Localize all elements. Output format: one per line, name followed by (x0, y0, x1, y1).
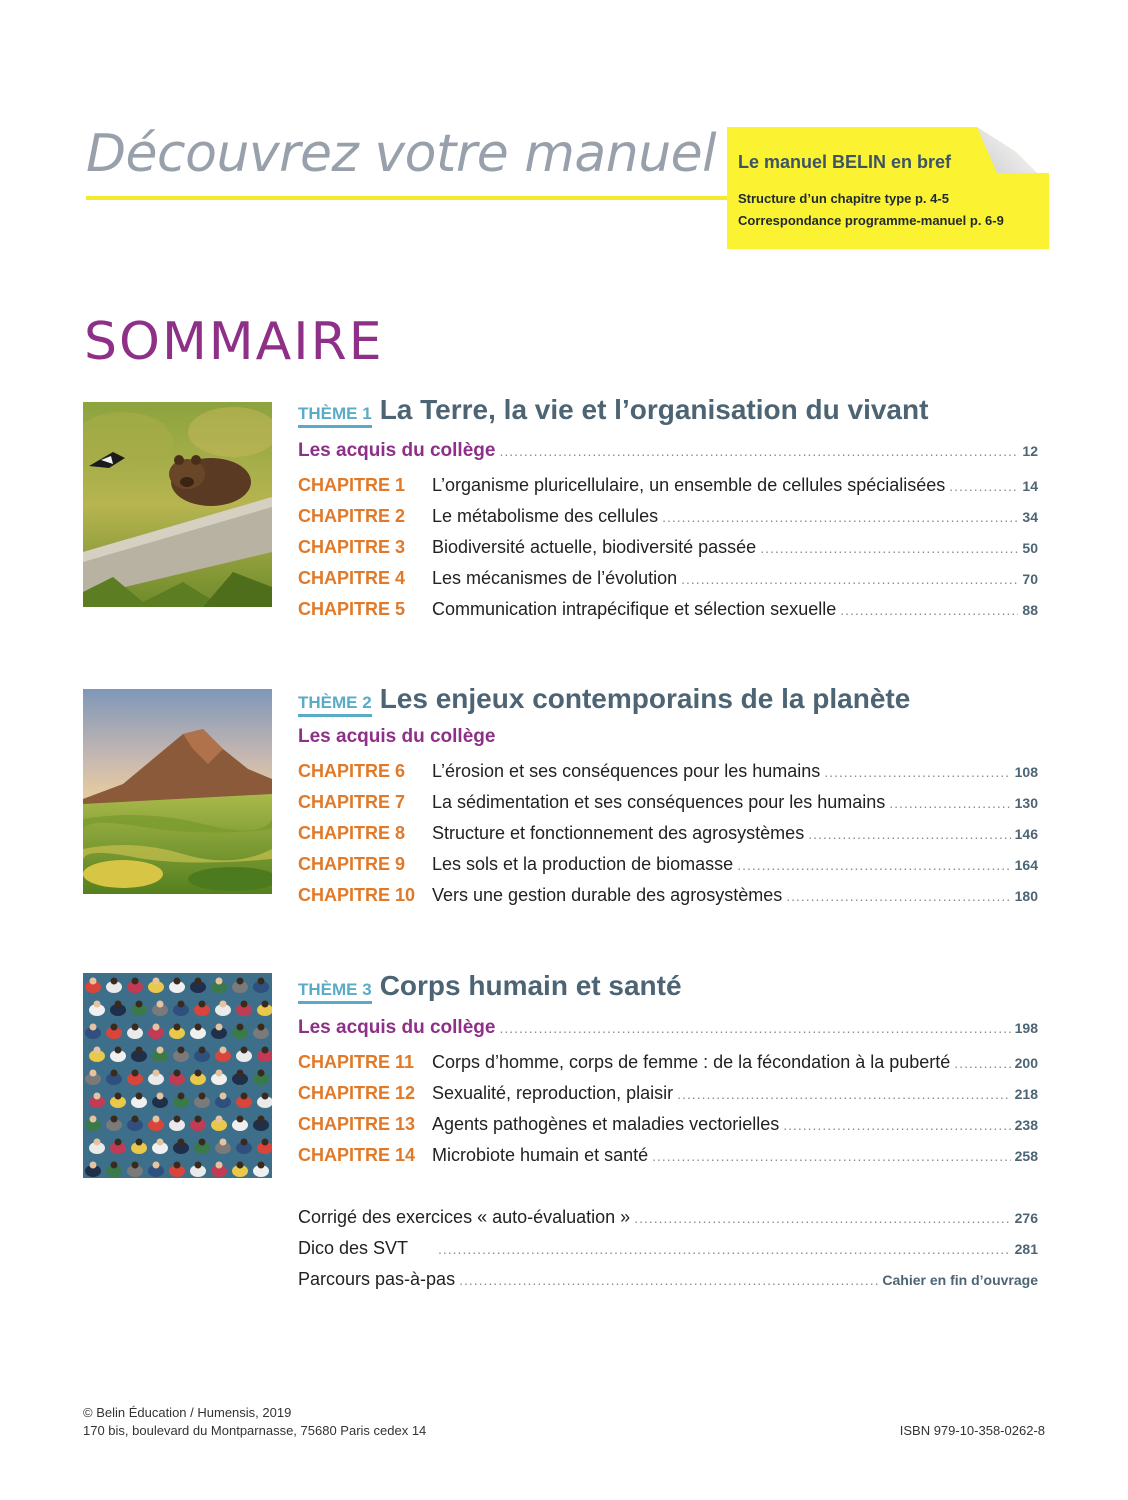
header-rule (86, 196, 746, 200)
theme-2-tag: THÈME 2 (298, 693, 372, 717)
chapter-7-row[interactable] (298, 792, 1038, 820)
theme-2-photo (83, 689, 272, 894)
acquis-label: Les acquis du collège (298, 726, 496, 747)
chapter-title: Biodiversité actuelle, biodiversité passée (432, 537, 757, 557)
chapter-title: Vers une gestion durable des agrosystèmes (432, 885, 783, 905)
page-number: 258 (1014, 1148, 1038, 1164)
leader-dots (681, 571, 1018, 587)
extra-title: Parcours pas-à-pas (298, 1269, 456, 1289)
extra-parcours-row[interactable] (298, 1269, 1038, 1297)
page-number: 88 (1022, 602, 1038, 618)
theme-1-photo (83, 402, 272, 607)
chapter-label: CHAPITRE 1 (298, 475, 406, 495)
leader-dots (949, 478, 1018, 494)
page-number: 70 (1022, 571, 1038, 587)
chapter-title: L’organisme pluricellulaire, un ensemble de cellules spécialisées (432, 475, 946, 495)
chapter-title: Microbiote humain et santé (432, 1145, 649, 1165)
chapter-13-row[interactable] (298, 1114, 1038, 1142)
chapter-label: CHAPITRE 5 (298, 599, 406, 619)
acquis-label: Les acquis du collège (298, 440, 496, 461)
leader-dots (840, 602, 1018, 618)
extra-dico-row[interactable] (298, 1238, 1038, 1266)
page-number: 276 (1014, 1210, 1038, 1226)
page-number: Cahier en fin d’ouvrage (882, 1272, 1038, 1288)
theme-3-title[interactable]: Corps humain et santé (379, 970, 682, 1001)
chapter-title: La sédimentation et ses conséquences pour les humains (432, 792, 886, 812)
theme-2-title[interactable]: Les enjeux contemporains de la planète (379, 683, 911, 714)
theme-3-photo (83, 973, 272, 1178)
theme-1-title[interactable]: La Terre, la vie et l’organisation du vivant (379, 394, 929, 425)
chapter-title: Le métabolisme des cellules (432, 506, 659, 526)
bear-and-magpie-photo (83, 402, 272, 607)
page-number: 108 (1014, 764, 1038, 780)
chapter-14-row[interactable] (298, 1145, 1038, 1173)
chapter-8-row[interactable] (298, 823, 1038, 851)
extra-title: Dico des SVT (298, 1238, 409, 1258)
chapter-label: CHAPITRE 6 (298, 761, 406, 781)
chapter-12-row[interactable] (298, 1083, 1038, 1111)
leader-dots (634, 1210, 1010, 1226)
chapter-4-row[interactable] (298, 568, 1038, 596)
chapter-title: Communication intrapécifique et sélection sexuelle (432, 599, 837, 619)
chapter-title: Sexualité, reproduction, plaisir (432, 1083, 674, 1103)
page-number: 198 (1014, 1020, 1038, 1036)
leader-dots (954, 1055, 1010, 1071)
leader-dots (808, 826, 1010, 842)
theme-2-heading (298, 683, 910, 717)
chapter-label: CHAPITRE 4 (298, 568, 406, 588)
page-number: 164 (1014, 857, 1038, 873)
page-number: 50 (1022, 540, 1038, 556)
chapter-label: CHAPITRE 9 (298, 854, 406, 874)
theme-2-acquis-row[interactable] (298, 726, 1038, 754)
page-number: 34 (1022, 509, 1038, 525)
page-number: 200 (1014, 1055, 1038, 1071)
footer-address: 170 bis, boulevard du Montparnasse, 75680 Paris cedex 14 (83, 1423, 427, 1438)
chapter-label: CHAPITRE 2 (298, 506, 406, 526)
extra-corrige-row[interactable] (298, 1207, 1038, 1235)
chapter-label: CHAPITRE 8 (298, 823, 406, 843)
chapter-label: CHAPITRE 7 (298, 792, 406, 812)
note-line-correspondance: Correspondance programme-manuel p. 6-9 (738, 213, 1004, 228)
sommaire-heading: SOMMAIRE (84, 312, 384, 372)
page-number: 180 (1014, 888, 1038, 904)
footer-isbn: ISBN 979-10-358-0262-8 (899, 1423, 1045, 1438)
leader-dots (677, 1086, 1011, 1102)
note-line-structure: Structure d’un chapitre type p. 4-5 (738, 191, 949, 206)
leader-dots (438, 1241, 1011, 1257)
leader-dots (499, 443, 1018, 459)
chapter-5-row[interactable] (298, 599, 1038, 627)
chapter-label: CHAPITRE 3 (298, 537, 406, 557)
footer-copyright: © Belin Éducation / Humensis, 2019 (83, 1405, 292, 1420)
chapter-label: CHAPITRE 10 (298, 885, 416, 905)
chapter-9-row[interactable] (298, 854, 1038, 882)
extra-title: Corrigé des exercices « auto-évaluation » (298, 1207, 631, 1227)
chapter-3-row[interactable] (298, 537, 1038, 565)
page-number: 14 (1022, 478, 1038, 494)
chapter-label: CHAPITRE 14 (298, 1145, 416, 1165)
theme-3-heading (298, 970, 682, 1004)
leader-dots (459, 1272, 878, 1288)
mountain-landscape-photo (83, 689, 272, 894)
chapter-title: Agents pathogènes et maladies vectorielles (432, 1114, 780, 1134)
chapter-title: Corps d’homme, corps de femme : de la fécondation à la puberté (432, 1052, 951, 1072)
leader-dots (652, 1148, 1011, 1164)
leader-dots (783, 1117, 1010, 1133)
leader-dots (499, 1020, 1010, 1036)
chapter-title: Les mécanismes de l’évolution (432, 568, 678, 588)
leader-dots (760, 540, 1018, 556)
page-number: 218 (1014, 1086, 1038, 1102)
leader-dots (737, 857, 1010, 873)
leader-dots (662, 509, 1018, 525)
theme-3-acquis-row[interactable] (298, 1017, 1038, 1045)
chapter-1-row[interactable] (298, 475, 1038, 503)
theme-1-heading (298, 394, 928, 428)
chapter-title: L’érosion et ses conséquences pour les humains (432, 761, 821, 781)
theme-1-tag: THÈME 1 (298, 404, 372, 428)
chapter-title: Les sols et la production de biomasse (432, 854, 734, 874)
page-number: 238 (1014, 1117, 1038, 1133)
leader-dots (786, 888, 1010, 904)
chapter-11-row[interactable] (298, 1052, 1038, 1080)
chapter-label: CHAPITRE 12 (298, 1083, 416, 1103)
chapter-label: CHAPITRE 11 (298, 1052, 415, 1072)
page-number: 146 (1014, 826, 1038, 842)
chapter-label: CHAPITRE 13 (298, 1114, 416, 1134)
chapter-2-row[interactable] (298, 506, 1038, 534)
page-number: 12 (1022, 443, 1038, 459)
theme-1-acquis-row[interactable] (298, 440, 1038, 468)
leader-dots (889, 795, 1010, 811)
chapter-10-row[interactable] (298, 885, 1038, 913)
leader-dots (824, 764, 1010, 780)
acquis-label: Les acquis du collège (298, 1017, 496, 1038)
header-title: Découvrez votre manuel (86, 124, 717, 184)
page-number: 130 (1014, 795, 1038, 811)
theme-3-tag: THÈME 3 (298, 980, 372, 1004)
chapter-6-row[interactable] (298, 761, 1038, 789)
crowd-aerial-photo (83, 973, 272, 1178)
note-title: Le manuel BELIN en bref (738, 152, 952, 172)
chapter-title: Structure et fonctionnement des agrosystèmes (432, 823, 805, 843)
page-number: 281 (1014, 1241, 1038, 1257)
